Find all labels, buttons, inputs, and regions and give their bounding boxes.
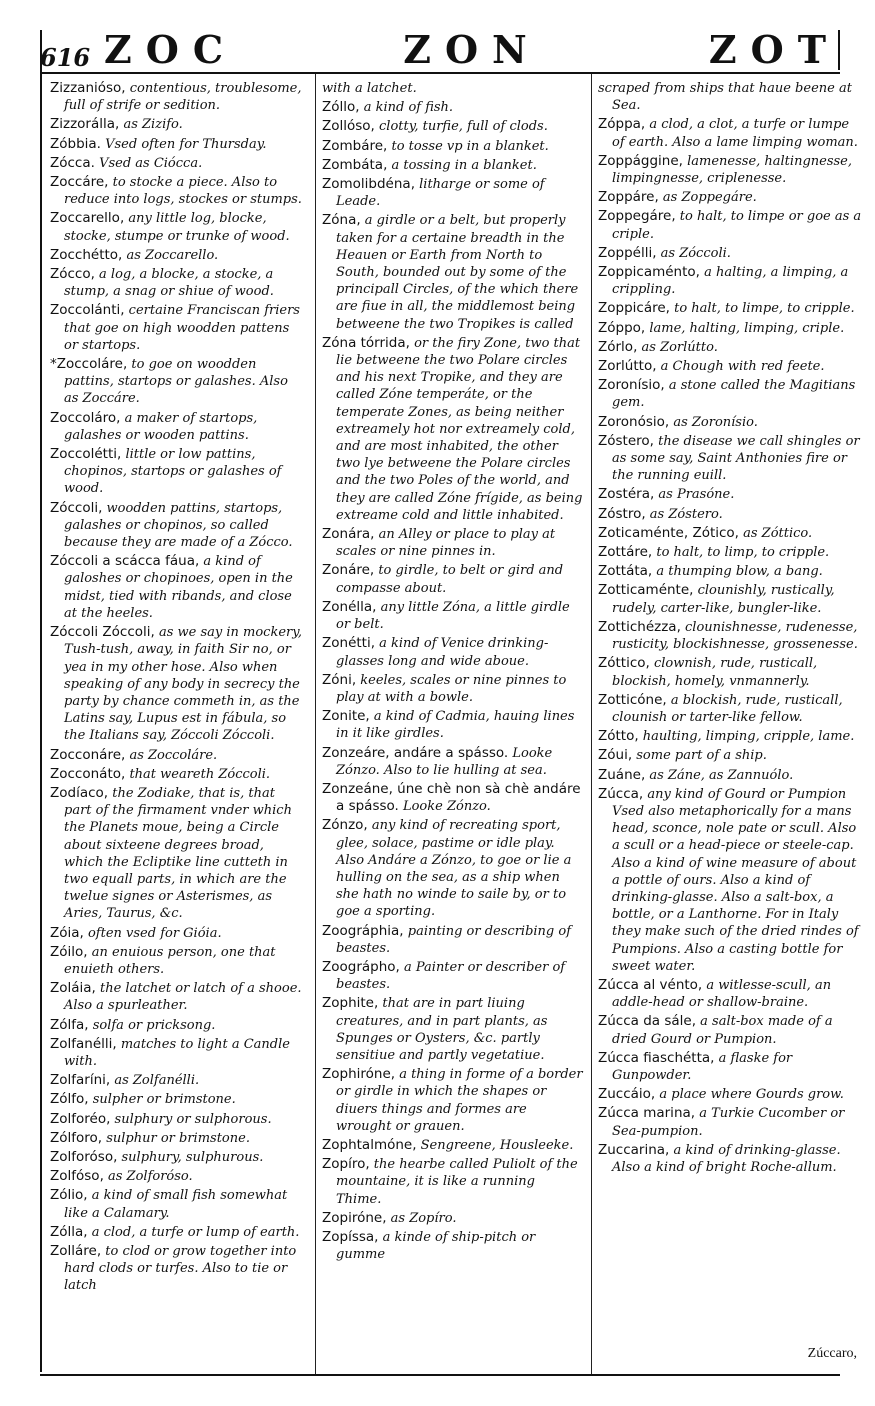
column-rule	[591, 74, 592, 1374]
entry-definition: scraped from ships that haue beene at Sea.	[598, 81, 852, 114]
entry-headword: Zocchétto,	[50, 246, 123, 263]
dictionary-entry	[598, 582, 862, 616]
entry-headword: Zocconáto,	[50, 765, 126, 782]
entry-headword: Zúcca,	[598, 785, 644, 802]
dictionary-entry	[322, 176, 584, 210]
dictionary-entry	[50, 136, 306, 153]
dictionary-entry	[50, 116, 306, 133]
dictionary-entry	[598, 506, 862, 523]
entry-definition: to halt, to limpe, to cripple.	[674, 301, 855, 317]
entry-definition: lamenesse, haltingnesse, limpingnesse, criplenesse.	[612, 153, 852, 187]
entry-definition: sulpher or brimstone.	[92, 1092, 236, 1108]
entry-headword: Zólfa,	[50, 1016, 89, 1033]
entry-definition: Sengreene, Housleeke.	[420, 1137, 574, 1153]
entry-definition: sulphury or sulphorous.	[114, 1111, 272, 1127]
dictionary-entry	[598, 414, 862, 431]
entry-definition: a thumping blow, a bang.	[656, 564, 823, 580]
entry-definition: a kind of Venice drinking-glasses long and wide aboue.	[336, 636, 549, 669]
entry-definition: as Zóstero.	[649, 506, 723, 522]
dictionary-entry	[50, 1091, 306, 1108]
entry-definition: that weareth Zóccoli.	[129, 766, 271, 782]
entry-definition: or the firy Zone, two that lie betweene the two Polare circles and his next Tropike, and they are called Zóne temperáte, or the temperate Zones, as being neither extreamely hot nor extreamely cold, and are most inhabited, the other two lye betweene the Polare circles and the two Poles of the world, and they are called Zóne frígide, as being extreame cold and little inhabited.	[336, 335, 583, 523]
entry-definition: sulphury, sulphurous.	[121, 1149, 264, 1165]
dictionary-entry	[322, 1210, 584, 1227]
dictionary-entry	[598, 544, 862, 561]
entry-headword: Zonétti,	[322, 635, 375, 652]
entry-definition: as Zopíro.	[390, 1210, 457, 1226]
entry-headword: Zopíssa,	[322, 1229, 379, 1245]
entry-definition: to stocke a piece. Also to reduce into logs, stockes or stumps.	[64, 175, 302, 208]
dictionary-entry	[50, 785, 306, 923]
entry-headword: Zólio,	[50, 1187, 88, 1204]
entry-headword: Zoppicaménto,	[598, 264, 700, 281]
dictionary-entry	[322, 959, 584, 993]
entry-headword: Zócca.	[50, 154, 95, 171]
dictionary-entry	[322, 923, 584, 957]
entry-definition: a clod, a clot, a turfe or lumpe of earth. Also a lame limping woman.	[612, 117, 858, 150]
entry-definition: a kind of galoshes or chopinoes, open in the midst, tied with ribands, and close at the heeles.	[64, 554, 293, 621]
entry-headword: Zottichézza,	[598, 618, 681, 635]
entry-headword: Zonélla,	[322, 598, 377, 615]
dictionary-entry	[598, 377, 862, 411]
dictionary-entry	[598, 153, 862, 187]
entry-definition: a stone called the Magitians gem.	[612, 378, 856, 411]
entry-definition: the Zodiake, that is, that part of the firmament vnder which the Planets moue, being a Circle about sixteene degrees broad, which the Ecliptike line cutteth in two equall parts, in which are the twelue signes or Asterismes, as Aries, Taurus, &c.	[64, 785, 292, 922]
dictionary-entry	[322, 118, 584, 135]
entry-definition: a tossing in a blanket.	[391, 157, 537, 173]
entry-definition: to halt, to limpe or goe as a criple.	[612, 209, 862, 242]
page-number: 616	[40, 43, 91, 72]
dictionary-entry	[598, 786, 862, 975]
entry-headword: Zólla,	[50, 1223, 88, 1240]
entry-headword: Zuccarina,	[598, 1141, 670, 1158]
entry-definition: contentious, troublesome, full of strife or sedition.	[64, 81, 302, 114]
entry-definition: clownish, rude, rusticall, blockish, homely, vnmannerly.	[612, 656, 818, 689]
entry-definition: Looke Zónzo.	[402, 799, 491, 815]
entry-definition: Vsed as Ciócca.	[99, 155, 203, 171]
entry-definition: often vsed for Gióia.	[87, 925, 222, 941]
catchword: Zúccaro,	[807, 1346, 857, 1361]
entry-definition: a kinde of ship-pitch or gumme	[336, 1230, 536, 1263]
entry-definition: any little log, blocke, stocke, stumpe or trunke of wood.	[64, 211, 290, 244]
dictionary-entry	[598, 563, 862, 580]
entry-headword: Zóna tórrida,	[322, 334, 410, 351]
entry-headword: Zomolibdéna,	[322, 176, 415, 193]
entry-definition: as we say in mockery, Tush-tush, away, in faith Sir no, or yea in my other hose. Also when speaking of any body in secrecy the party by chance commeth in, as the Latins say, Lupus est in fábula, so the Italians say, Zóccoli Zóccoli.	[64, 625, 302, 744]
dictionary-entry	[322, 1137, 584, 1154]
entry-headword: Zóilo,	[50, 943, 88, 960]
entry-definition: haulting, limping, cripple, lame.	[642, 729, 855, 745]
entry-headword: Zottáre,	[598, 544, 653, 561]
dictionary-entry	[598, 264, 862, 298]
entry-headword: Zophite,	[322, 995, 379, 1012]
entry-headword: Zúcca al vénto,	[598, 976, 703, 993]
entry-headword: Zoláia,	[50, 980, 96, 997]
dictionary-entry	[598, 525, 862, 542]
entry-headword: Zotticóne,	[598, 691, 667, 708]
dictionary-entry	[322, 635, 584, 669]
entry-definition: as Zolforóso.	[108, 1169, 193, 1185]
dictionary-entry	[50, 1149, 306, 1166]
dictionary-entry	[50, 1168, 306, 1185]
entry-definition: woodden pattins, startops, galashes or chopinos, so called because they are made of a Zócco.	[64, 500, 293, 551]
entry-headword: *Zoccoláre,	[50, 356, 128, 373]
dictionary-entry	[50, 1130, 306, 1147]
dictionary-entry	[322, 562, 584, 596]
entry-definition: certaine Franciscan friers that goe on high woodden pattens or startops.	[64, 303, 300, 353]
entry-headword: Zoccáre,	[50, 174, 109, 191]
entry-definition: a kind of Cadmia, hauing lines in it like girdles.	[336, 709, 575, 742]
entry-definition: a thing in forme of a border or girdle in which the shapes or diuers things and formes are wrought or grauen.	[336, 1067, 583, 1134]
dictionary-entry	[598, 747, 862, 764]
dictionary-entry	[322, 781, 584, 815]
dictionary-entry	[322, 1156, 584, 1208]
entry-headword: Zóstero,	[598, 432, 654, 449]
entry-definition: to goe on woodden pattins, startops or galashes. Also as Zoccáre.	[64, 357, 288, 407]
entry-headword: Zúcca marina,	[598, 1105, 696, 1122]
entry-headword: Zolláre,	[50, 1243, 102, 1259]
dictionary-entry	[322, 212, 584, 332]
dictionary-entry	[598, 1105, 862, 1139]
dictionary-entry	[598, 189, 862, 206]
dictionary-entry	[50, 1224, 306, 1241]
entry-headword: Zottáta,	[598, 563, 653, 580]
entry-definition: as Zóttico.	[743, 525, 813, 541]
entry-headword: Zoppicáre,	[598, 300, 670, 317]
entry-definition: lame, halting, limping, criple.	[649, 320, 845, 336]
entry-headword: Zoográpho,	[322, 958, 400, 975]
dictionary-entry	[50, 174, 306, 208]
entry-definition: any little Zóna, a little girdle or belt.	[336, 599, 570, 633]
dictionary-entry	[50, 80, 306, 114]
dictionary-entry	[50, 446, 306, 498]
entry-definition: litharge or some of Leade.	[336, 177, 545, 210]
dictionary-entry	[50, 944, 306, 978]
dictionary-entry	[322, 1066, 584, 1135]
column-3	[598, 80, 862, 1178]
entry-definition: the disease we call shingles or as some say, Saint Anthonies fire or the running euill.	[612, 433, 860, 484]
dictionary-entry	[322, 599, 584, 633]
dictionary-entry	[598, 339, 862, 356]
entry-definition: a Chough with red feete.	[660, 359, 825, 375]
dictionary-entry	[598, 300, 862, 317]
entry-headword: Zoticaménte, Zótico,	[598, 524, 739, 541]
dictionary-entry	[322, 99, 584, 116]
dictionary-entry	[322, 995, 584, 1064]
dictionary-entry	[322, 672, 584, 706]
entry-definition: as Zoccoláre.	[129, 747, 218, 763]
entry-headword: Zóui,	[598, 747, 633, 764]
entry-definition: an Alley or place to play at scales or nine pinnes in.	[336, 527, 556, 560]
entry-definition: an enuious person, one that enuieth others.	[64, 944, 276, 977]
entry-headword: Zóbbia.	[50, 135, 101, 152]
column-rule	[315, 74, 316, 1374]
entry-headword: Zóppa,	[598, 116, 646, 133]
entry-headword: Zoppággine,	[598, 152, 683, 169]
entry-definition: to halt, to limp, to cripple.	[656, 545, 830, 561]
dictionary-entry	[50, 1072, 306, 1089]
dictionary-entry	[598, 692, 862, 726]
right-border	[838, 30, 840, 70]
entry-headword: Zóttico,	[598, 655, 650, 672]
dictionary-entry	[50, 500, 306, 552]
entry-definition: a clod, a turfe or lump of earth.	[91, 1224, 300, 1240]
dictionary-entry	[50, 1243, 306, 1295]
entry-headword: Zoronísio,	[598, 377, 665, 394]
header-rule	[40, 72, 840, 74]
entry-headword: Zolfaríni,	[50, 1072, 111, 1089]
entry-headword: Zoccolétti,	[50, 446, 122, 463]
entry-headword: Zórlo,	[598, 338, 638, 355]
entry-headword: Zophtalmóne,	[322, 1136, 417, 1153]
entry-headword: Zóllo,	[322, 99, 360, 116]
dictionary-entry	[322, 80, 584, 97]
entry-definition: as Záne, as Zannuólo.	[649, 767, 794, 783]
entry-definition: a Painter or describer of beastes.	[336, 959, 566, 993]
dictionary-entry	[322, 335, 584, 524]
dictionary-entry	[50, 410, 306, 444]
entry-headword: Zuáne,	[598, 766, 646, 783]
entry-definition: as Zóccoli.	[660, 245, 731, 261]
dictionary-entry	[598, 767, 862, 784]
dictionary-entry	[50, 210, 306, 244]
entry-definition: solfa or pricksong.	[92, 1017, 216, 1033]
entry-definition: the hearbe called Puliolt of the mountaine, it is like a running Thime.	[336, 1157, 578, 1207]
dictionary-entry	[322, 1229, 584, 1263]
dictionary-entry	[322, 745, 584, 779]
dictionary-entry	[322, 157, 584, 174]
entry-headword: Zolforóso,	[50, 1148, 118, 1165]
dictionary-entry	[322, 526, 584, 560]
entry-headword: Zóccoli,	[50, 499, 103, 516]
entry-headword: Zorlútto,	[598, 358, 657, 375]
dictionary-entry	[598, 728, 862, 745]
entry-headword: Zopíro,	[322, 1156, 370, 1173]
column-1	[50, 80, 306, 1297]
entry-headword: Zóccoli Zóccoli,	[50, 624, 155, 641]
entry-definition: to tosse vp in a blanket.	[391, 138, 549, 154]
dictionary-entry	[598, 208, 862, 242]
entry-definition: a kind of drinking-glasse. Also a kind of bright Roche-allum.	[612, 1142, 841, 1175]
entry-definition: a witlesse-scull, an addle-head or shallow-braine.	[612, 977, 832, 1011]
dictionary-entry	[322, 817, 584, 920]
entry-headword: Zoppegáre,	[598, 208, 676, 225]
entry-definition: any kind of recreating sport, glee, solace, pastime or idle play. Also Andáre a Zónzo, to goe or lie a hulling on the sea, as a ship when she hath no winde to saile by, or to goe a sporting.	[336, 818, 572, 920]
dictionary-entry	[598, 1142, 862, 1176]
entry-definition: any kind of Gourd or Pumpion Vsed also metaphorically for a mans head, sconce, nole pate or scull. Also a scull or a head-piece or steele-cap. Also a kind of wine measure of about a pottle of ours. Also a kind of drinking-glasse. Also a salt-box, a bottle, or a Lanthorne. For in Italy they make such of the dried rindes of Pumpions. Also a casting bottle for sweet water.	[612, 786, 859, 974]
dictionary-entry	[50, 1036, 306, 1070]
entry-definition: clounishnesse, rudenesse, rusticity, blockishnesse, grossenesse.	[612, 619, 858, 653]
entry-definition: to girdle, to belt or gird and compasse about.	[336, 563, 564, 596]
entry-definition: a girdle or a belt, but properly taken for a certaine breadth in the Heauen or Earth from North to South, bounded out by some of the principall Circles, of the which there are fiue in all, the middlemost being betweene the two Tropikes is called	[336, 213, 579, 332]
dictionary-entry	[322, 708, 584, 742]
entry-definition: a log, a blocke, a stocke, a stump, a snag or shiue of wood.	[64, 267, 274, 300]
entry-definition: a place where Gourds grow.	[659, 1087, 844, 1103]
entry-definition: matches to light a Candle with.	[64, 1036, 290, 1069]
entry-definition: painting or describing of beastes.	[336, 923, 572, 956]
entry-definition: with a latchet.	[322, 81, 417, 96]
entry-headword: Zónzo,	[322, 817, 368, 834]
entry-headword: Zóna,	[322, 212, 361, 229]
dictionary-entry	[598, 116, 862, 150]
entry-headword: Zoccolánti,	[50, 302, 125, 319]
dictionary-entry	[598, 655, 862, 689]
left-border	[40, 30, 42, 1372]
entry-definition: some part of a ship.	[636, 748, 767, 764]
dictionary-entry	[322, 138, 584, 155]
entry-definition: Looke Zónzo. Also to lie hulling at sea.	[336, 745, 553, 778]
entry-headword: Zolforéo,	[50, 1110, 111, 1127]
entry-headword: Zúcca da sále,	[598, 1013, 697, 1030]
dictionary-entry	[50, 747, 306, 764]
entry-headword: Zóia,	[50, 924, 84, 941]
dictionary-entry	[598, 1013, 862, 1047]
entry-headword: Zophiróne,	[322, 1066, 396, 1083]
entry-headword: Zollóso,	[322, 118, 375, 135]
entry-headword: Zúcca fiaschétta,	[598, 1049, 715, 1066]
entry-headword: Zóni,	[322, 671, 357, 688]
header-guide-right: ZOT	[708, 27, 840, 72]
entry-definition: as Zolfanélli.	[114, 1073, 200, 1089]
dictionary-entry	[598, 80, 862, 114]
entry-headword: Zopiróne,	[322, 1209, 387, 1226]
entry-headword: Zótto,	[598, 728, 639, 745]
entry-definition: a blockish, rude, rusticall, clounish or tarter-like fellow.	[612, 692, 843, 725]
entry-headword: Zolfanélli,	[50, 1035, 117, 1052]
entry-headword: Zonára,	[322, 526, 375, 543]
entry-headword: Zostéra,	[598, 486, 655, 503]
entry-definition: a salt-box made of a dried Gourd or Pumpion.	[612, 1014, 833, 1047]
entry-definition: a flaske for Gunpowder.	[612, 1050, 793, 1083]
dictionary-entry	[50, 980, 306, 1014]
dictionary-entry	[598, 619, 862, 653]
entry-definition: as Zorlútto.	[641, 339, 718, 355]
column-2	[322, 80, 584, 1265]
dictionary-entry	[50, 266, 306, 300]
entry-headword: Zonáre,	[322, 562, 375, 579]
dictionary-entry	[50, 766, 306, 783]
entry-headword: Zuccáio,	[598, 1086, 656, 1103]
entry-definition: sulphur or brimstone.	[106, 1130, 250, 1146]
entry-headword: Zoronósio,	[598, 413, 670, 430]
entry-definition: keeles, scales or nine pinnes to play at with a bowle.	[336, 672, 567, 705]
entry-headword: Zoppáre,	[598, 189, 659, 206]
entry-headword: Zonzeáne, úne chè non sà chè andáre a spásso.	[322, 780, 581, 815]
entry-headword: Zoccarello,	[50, 210, 125, 227]
entry-definition: as Zoronísio.	[673, 414, 758, 430]
entry-headword: Zóstro,	[598, 505, 646, 522]
entry-headword: Zoográphia,	[322, 922, 404, 939]
entry-definition: a kind of fish.	[363, 100, 454, 116]
dictionary-entry	[598, 977, 862, 1011]
dictionary-entry	[50, 356, 306, 408]
dictionary-entry	[598, 358, 862, 375]
dictionary-entry	[50, 553, 306, 622]
entry-definition: as Zoppegáre.	[662, 190, 757, 206]
entry-definition: clotty, turfie, full of clods.	[379, 119, 548, 135]
dictionary-entry	[50, 925, 306, 942]
entry-definition: clounishly, rustically, rudely, carter-like, bungler-like.	[612, 583, 835, 616]
entry-headword: Zoccoláro,	[50, 409, 121, 426]
dictionary-entry	[598, 1086, 862, 1103]
dictionary-entry	[50, 155, 306, 172]
dictionary-entry	[50, 302, 306, 354]
entry-definition: little or low pattins, chopinos, startops or galashes of wood.	[64, 447, 282, 497]
entry-definition: to clod or grow together into hard clods or turfes. Also to tie or latch	[64, 1244, 297, 1294]
entry-headword: Zoppélli,	[598, 244, 657, 261]
entry-definition: a halting, a limping, a crippling.	[612, 265, 849, 298]
entry-headword: Zotticaménte,	[598, 582, 694, 599]
dictionary-entry	[50, 1017, 306, 1034]
entry-definition: that are in part liuing creatures, and in part plants, as Spunges or Oysters, &c. partly sensitiue and partly vegetatiue.	[336, 996, 548, 1063]
entry-definition: as Zoccarello.	[126, 247, 219, 263]
entry-headword: Zólfo,	[50, 1091, 89, 1108]
entry-definition: a Turkie Cucomber or Sea-pumpion.	[612, 1106, 845, 1139]
entry-headword: Zizzanióso,	[50, 80, 126, 96]
entry-definition: the latchet or latch of a shooe. Also a spurleather.	[64, 981, 302, 1014]
entry-definition: Vsed often for Thursday.	[105, 136, 267, 152]
dictionary-entry	[50, 1111, 306, 1128]
entry-headword: Zombáre,	[322, 137, 388, 154]
entry-definition: a kind of small fish somewhat like a Calamary.	[64, 1188, 288, 1221]
dictionary-entry	[50, 624, 306, 744]
entry-headword: Zóccoli a scácca fáua,	[50, 553, 200, 570]
dictionary-entry	[598, 433, 862, 485]
entry-headword: Zolfóso,	[50, 1168, 104, 1185]
entry-headword: Zombáta,	[322, 156, 388, 173]
entry-headword: Zocconáre,	[50, 746, 126, 763]
dictionary-entry	[598, 1050, 862, 1084]
dictionary-entry	[50, 247, 306, 264]
entry-headword: Zonite,	[322, 708, 370, 725]
dictionary-entry	[598, 486, 862, 503]
footer-rule	[40, 1374, 840, 1376]
running-header	[40, 26, 840, 72]
entry-headword: Zodíaco,	[50, 784, 109, 801]
entry-definition: as Prasóne.	[658, 487, 735, 503]
entry-headword: Zizzorálla,	[50, 116, 120, 133]
dictionary-entry	[598, 320, 862, 337]
dictionary-entry	[50, 1187, 306, 1221]
entry-definition: as Zizifo.	[123, 117, 183, 133]
entry-headword: Zonzeáre, andáre a spásso.	[322, 744, 509, 761]
entry-headword: Zócco,	[50, 266, 95, 283]
entry-headword: Zólforo,	[50, 1129, 103, 1146]
entry-definition: a maker of startops, galashes or wooden pattins.	[64, 410, 258, 443]
entry-headword: Zóppo,	[598, 319, 646, 336]
header-guide-left: ZOC	[104, 27, 238, 72]
header-guide-center: ZON	[403, 27, 541, 72]
dictionary-entry	[598, 245, 862, 262]
